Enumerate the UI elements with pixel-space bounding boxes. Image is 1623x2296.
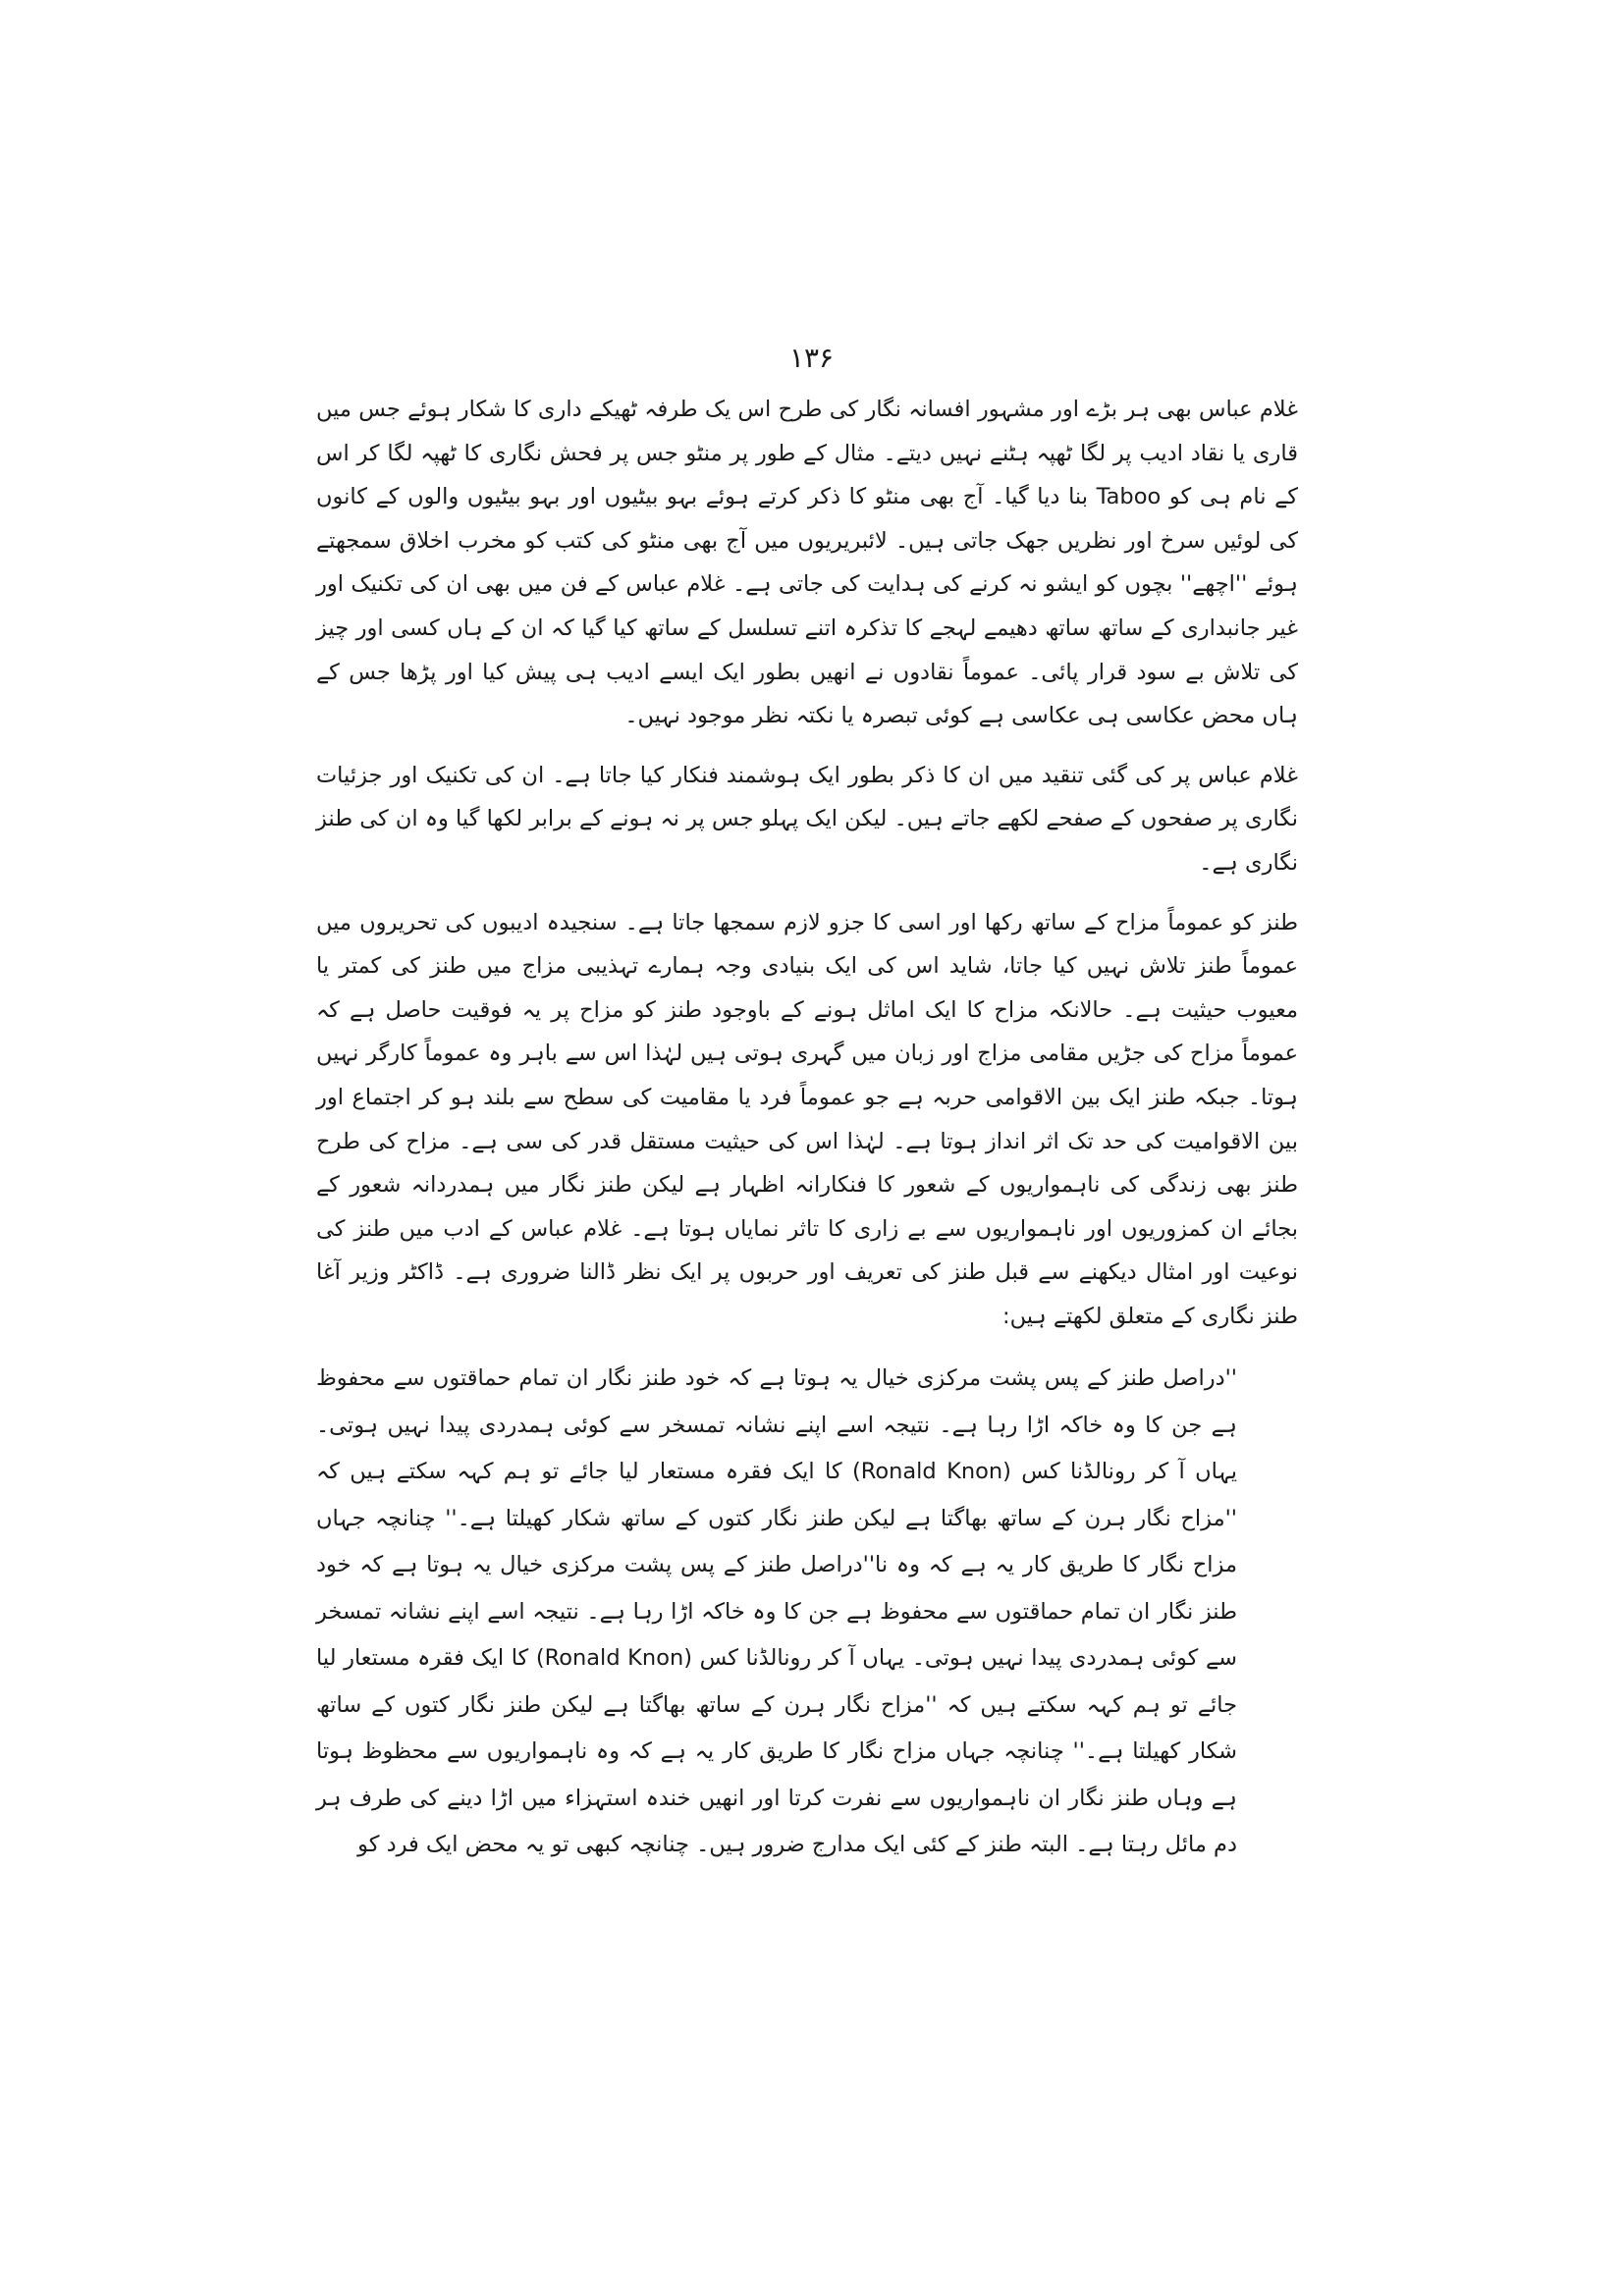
paragraph-2: غلام عباس پر کی گئی تنقید میں ان کا ذکر بطور ایک ہوشمند فنکار کیا جاتا ہے۔ ان کی تکنیک اور جزئیات نگاری پر صفحوں کے صفحے لکھے جاتے ہیں۔ لیکن ایک پہلو جس پر نہ ہونے کے برابر لکھا گیا وہ ان کی طنز نگاری ہے۔: [316, 762, 1298, 876]
block-quote: [316, 1356, 1237, 1869]
paragraph-3: طنز کو عموماً مزاح کے ساتھ رکھا اور اسی کا جزو لازم سمجھا جاتا ہے۔ سنجیدہ ادیبوں کی تحریروں میں عموماً طنز تلاش نہیں کیا جاتا، شاید اس کی ایک بنیادی وجہ ہمارے تہذیبی مزاج میں طنز کی کمتر یا معیوب حیثیت ہے۔ حالانکہ مزاح کا ایک اماثل ہونے کے باوجود طنز کو مزاح پر یہ فوقیت حاصل ہے کہ عموماً مزاح کی جڑیں مقامی مزاج اور زبان میں گہری ہوتی ہیں لہٰذا اس سے باہر وہ عموماً کارگر نہیں ہوتا۔ جبکہ طنز ایک بین الاقوامی حربہ ہے جو عموماً فرد یا مقامیت کی سطح سے بلند ہو کر اجتماع اور بین الاقوامیت کی حد تک اثر انداز ہوتا ہے۔ لہٰذا اس کی حیثیت مستقل قدر کی سی ہے۔ مزاح کی طرح طنز بھی زندگی کی ناہمواریوں کے شعور کا فنکارانہ اظہار ہے لیکن طنز نگار میں ہمدردانہ شعور کے بجائے ان کمزوریوں اور ناہمواریوں سے بے زاری کا تاثر نمایاں ہوتا ہے۔ غلام عباس کے ادب میں طنز کی نوعیت اور امثال دیکھنے سے قبل طنز کی تعریف اور حربوں پر ایک نظر ڈالنا ضروری ہے۔ ڈاکٹر وزیر آغا طنز نگاری کے متعلق لکھتے ہیں:: [316, 909, 1298, 1329]
quote-text: ''دراصل طنز کے پس پشت مرکزی خیال یہ ہوتا ہے کہ خود طنز نگار ان تمام حماقتوں سے محفوظ ہے جن کا وہ خاکہ اڑا رہا ہے۔ نتیجہ اسے اپنے نشانہ تمسخر سے کوئی ہمدردی پیدا نہیں ہوتی۔ یہاں آ کر رونالڈنا کس (Ronald Knon) کا ایک فقرہ مستعار لیا جائے تو ہم کہہ سکتے ہیں کہ ''مزاح نگار ہرن کے ساتھ بھاگتا ہے لیکن طنز نگار کتوں کے ساتھ شکار کھیلتا ہے۔'' چنانچہ جہاں مزاح نگار کا طریق کار یہ ہے کہ وہ نا''دراصل طنز کے پس پشت مرکزی خیال یہ ہوتا ہے کہ خود طنز نگار ان تمام حماقتوں سے محفوظ ہے جن کا وہ خاکہ اڑا رہا ہے۔ نتیجہ اسے اپنے نشانہ تمسخر سے کوئی ہمدردی پیدا نہیں ہوتی۔ یہاں آ کر رونالڈنا کس (Ronald Knon) کا ایک فقرہ مستعار لیا جائے تو ہم کہہ سکتے ہیں کہ ''مزاح نگار ہرن کے ساتھ بھاگتا ہے لیکن طنز نگار کتوں کے ساتھ شکار کھیلتا ہے۔'' چنانچہ جہاں مزاح نگار کا طریق کار یہ ہے کہ وہ ناہمواریوں سے محظوظ ہوتا ہے وہاں طنز نگار ان ناہمواریوں سے نفرت کرتا اور انھیں خندہ استہزاء میں اڑا دینے کی طرف ہر دم مائل رہتا ہے۔ البتہ طنز کے کئی ایک مدارج ضرور ہیں۔ چنانچہ کبھی تو یہ محض ایک فرد کو: [316, 1365, 1237, 1858]
body-text: [316, 388, 1298, 1869]
paragraph-1: غلام عباس بھی ہر بڑے اور مشہور افسانہ نگار کی طرح اس یک طرفہ ٹھیکے داری کا شکار ہوئے جس میں قاری یا نقاد ادیب پر لگا ٹھپہ ہٹنے نہیں دیتے۔ مثال کے طور پر منٹو جس پر فحش نگاری کا ٹھپہ لگا کر اس کے نام ہی کو Taboo بنا دیا گیا۔ آج بھی منٹو کا ذکر کرتے ہوئے بہو بیٹیوں اور بہو بیٹیوں والوں کے کانوں کی لوئیں سرخ اور نظریں جھک جاتی ہیں۔ لائبریریوں میں آج بھی منٹو کی کتب کو مخرب اخلاق سمجھتے ہوئے ''اچھے'' بچوں کو ایشو نہ کرنے کی ہدایت کی جاتی ہے۔ غلام عباس کے فن میں بھی ان کی تکنیک اور غیر جانبداری کے ساتھ ساتھ دھیمے لہجے کا تذکرہ اتنے تسلسل کے ساتھ کیا گیا کہ ان کے ہاں کسی اور چیز کی تلاش بے سود قرار پائی۔ عموماً نقادوں نے انھیں بطور ایک ایسے ادیب ہی پیش کیا اور پڑھا جس کے ہاں محض عکاسی ہی عکاسی ہے کوئی تبصرہ یا نکتہ نظر موجود نہیں۔: [316, 397, 1299, 729]
page-number: ۱۳۶: [788, 342, 835, 374]
